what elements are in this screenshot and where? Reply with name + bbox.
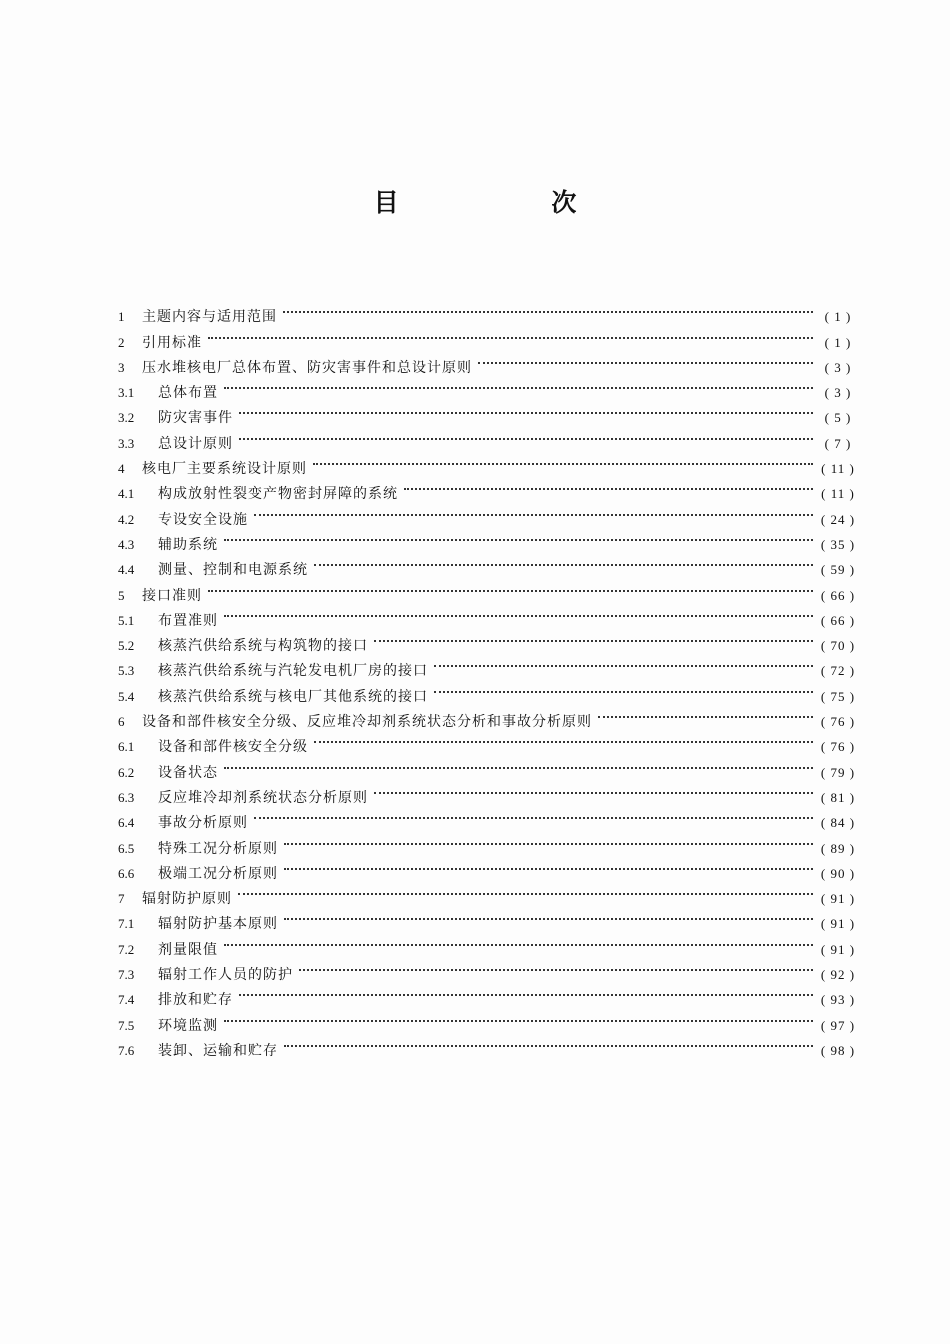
toc-entry <box>118 1004 860 1034</box>
toc-entry-number: 4.3 <box>118 536 135 552</box>
dot-leader <box>374 777 813 802</box>
toc-entry-title: 压水堆核电厂总体布置、防灾害事件和总设计原则 <box>142 359 472 376</box>
toc-entry-title: 设备状态 <box>158 764 218 781</box>
dot-leader <box>283 296 813 321</box>
dot-leader <box>284 827 813 852</box>
toc-entry-page: ( 35 ) <box>820 536 856 552</box>
toc-entry-page: ( 66 ) <box>820 587 856 603</box>
dot-leader <box>299 954 813 979</box>
toc-entry-number: 5 <box>118 587 125 603</box>
toc-entry-title: 辅助系统 <box>158 536 218 553</box>
toc-entry-number: 7.1 <box>118 916 135 932</box>
toc-entry-number: 3.1 <box>118 385 135 401</box>
toc-entry-page: ( 11 ) <box>821 461 855 477</box>
dot-leader <box>224 372 813 397</box>
toc-entry-title: 辐射防护基本原则 <box>158 916 278 933</box>
toc-entry-page: ( 7 ) <box>824 435 852 451</box>
toc-entry-page: ( 91 ) <box>820 941 856 957</box>
toc-entry-page: ( 59 ) <box>820 562 856 578</box>
toc-entry-number: 4.2 <box>118 511 135 527</box>
toc-entry-number: 5.1 <box>118 612 135 628</box>
toc-entry <box>118 549 860 579</box>
toc-entry <box>118 296 860 326</box>
dot-leader <box>239 397 813 422</box>
toc-entry-number: 4 <box>118 461 125 477</box>
toc-entry-page: ( 91 ) <box>820 916 856 932</box>
toc-entry-title: 总设计原则 <box>158 435 233 452</box>
toc-entry <box>118 928 860 958</box>
toc-entry-title: 设备和部件核安全分级、反应堆冷却剂系统状态分析和事故分析原则 <box>142 714 592 731</box>
toc-entry-title: 核蒸汽供给系统与汽轮发电机厂房的接口 <box>158 663 428 680</box>
page-title: 目 次 <box>373 188 649 217</box>
toc-entry <box>118 321 860 351</box>
dot-leader <box>374 625 813 650</box>
toc-entry-page: ( 3 ) <box>824 385 852 401</box>
toc-entry-number: 4.4 <box>118 562 135 578</box>
dot-leader <box>313 448 813 473</box>
toc-entry <box>118 372 860 402</box>
toc-entry-page: ( 72 ) <box>820 663 856 679</box>
toc-entry-page: ( 1 ) <box>824 309 852 325</box>
toc-entry-page: ( 75 ) <box>820 688 856 704</box>
table-of-contents <box>118 296 860 1059</box>
toc-entry-title: 主题内容与适用范围 <box>142 309 277 326</box>
toc-entry-number: 5.4 <box>118 688 135 704</box>
toc-entry-number: 6.5 <box>118 840 135 856</box>
toc-entry <box>118 574 860 604</box>
toc-entry-title: 特殊工况分析原则 <box>158 840 278 857</box>
toc-entry-page: ( 97 ) <box>820 1017 856 1033</box>
toc-entry-page: ( 89 ) <box>820 840 856 856</box>
dot-leader <box>224 751 813 776</box>
toc-entry <box>118 777 860 806</box>
dot-leader <box>478 347 813 372</box>
toc-entry-page: ( 5 ) <box>824 410 852 426</box>
dot-leader <box>208 321 813 346</box>
toc-entry-title: 布置准则 <box>158 612 218 629</box>
toc-entry-number: 6.3 <box>118 789 135 805</box>
toc-entry-title: 引用标准 <box>142 334 202 351</box>
dot-leader <box>314 549 813 574</box>
toc-entry-page: ( 76 ) <box>820 739 856 755</box>
dot-leader <box>239 422 813 447</box>
toc-entry-page: ( 70 ) <box>820 638 856 654</box>
toc-entry-title: 防灾害事件 <box>158 410 233 427</box>
toc-entry-page: ( 76 ) <box>820 714 856 730</box>
toc-entry-title: 反应堆冷却剂系统状态分析原则 <box>158 789 368 806</box>
toc-entry-title: 极端工况分析原则 <box>158 865 278 882</box>
dot-leader <box>254 802 813 827</box>
toc-entry-number: 2 <box>118 334 125 350</box>
toc-entry <box>118 625 860 655</box>
toc-entry-title: 辐射工作人员的防护 <box>158 967 293 984</box>
toc-entry-title: 剂量限值 <box>158 941 218 958</box>
toc-entry-page: ( 1 ) <box>824 334 852 350</box>
toc-entry-number: 5.3 <box>118 663 135 679</box>
toc-entry-page: ( 90 ) <box>820 865 856 881</box>
dot-leader <box>224 600 813 625</box>
toc-entry-number: 6.4 <box>118 815 135 831</box>
dot-leader <box>434 675 813 700</box>
dot-leader <box>208 574 813 599</box>
toc-entry-page: ( 81 ) <box>820 789 856 805</box>
toc-entry-number: 7.6 <box>118 1042 135 1058</box>
toc-entry-title: 排放和贮存 <box>158 992 233 1009</box>
toc-entry-title: 核电厂主要系统设计原则 <box>142 461 307 478</box>
toc-entry-page: ( 11 ) <box>821 486 855 502</box>
toc-entry-page: ( 91 ) <box>820 891 856 907</box>
dot-leader <box>284 1030 813 1055</box>
dot-leader <box>434 650 813 675</box>
toc-entry-page: ( 92 ) <box>820 967 856 983</box>
toc-entry-title: 环境监测 <box>158 1017 218 1034</box>
dot-leader <box>224 524 813 549</box>
dot-leader <box>314 726 813 751</box>
dot-leader <box>238 878 813 903</box>
dot-leader <box>284 903 813 928</box>
toc-entry-page: ( 24 ) <box>820 511 856 527</box>
toc-entry-number: 1 <box>118 309 125 325</box>
dot-leader <box>224 1004 813 1029</box>
toc-entry-title: 设备和部件核安全分级 <box>158 739 308 756</box>
toc-entry <box>118 751 860 781</box>
toc-entry-title: 事故分析原则 <box>158 815 248 832</box>
toc-entry <box>118 600 860 629</box>
toc-entry-number: 7 <box>118 891 125 907</box>
toc-entry-number: 6.2 <box>118 764 135 780</box>
toc-entry-number: 4.1 <box>118 486 135 502</box>
toc-entry-title: 专设安全设施 <box>158 511 248 528</box>
toc-entry <box>118 954 860 984</box>
toc-entry-title: 测量、控制和电源系统 <box>158 562 308 579</box>
toc-entry-title: 核蒸汽供给系统与构筑物的接口 <box>158 638 368 655</box>
toc-entry-page: ( 98 ) <box>820 1042 856 1058</box>
toc-entry-number: 7.4 <box>118 992 135 1008</box>
toc-entry <box>118 347 860 376</box>
toc-entry-number: 6.1 <box>118 739 135 755</box>
dot-leader <box>284 853 813 878</box>
toc-entry-number: 5.2 <box>118 638 135 654</box>
toc-entry-number: 3.2 <box>118 410 135 426</box>
toc-entry <box>118 524 860 553</box>
dot-leader <box>404 473 813 498</box>
toc-entry-number: 7.3 <box>118 967 135 983</box>
toc-entry-number: 6 <box>118 714 125 730</box>
toc-entry-title: 接口准则 <box>142 587 202 604</box>
toc-entry-page: ( 84 ) <box>820 815 856 831</box>
toc-entry-number: 7.2 <box>118 941 135 957</box>
toc-entry <box>118 1030 860 1059</box>
dot-leader <box>239 979 813 1004</box>
dot-leader <box>598 701 813 726</box>
dot-leader <box>224 928 813 953</box>
toc-entry-page: ( 93 ) <box>820 992 856 1008</box>
toc-entry-page: ( 79 ) <box>820 764 856 780</box>
toc-entry-number: 7.5 <box>118 1017 135 1033</box>
toc-entry-page: ( 3 ) <box>824 359 852 375</box>
toc-entry-title: 构成放射性裂变产物密封屏障的系统 <box>158 486 398 503</box>
toc-entry-number: 3 <box>118 359 125 375</box>
toc-entry-title: 装卸、运输和贮存 <box>158 1042 278 1059</box>
toc-entry-number: 3.3 <box>118 435 135 451</box>
toc-entry-title: 核蒸汽供给系统与核电厂其他系统的接口 <box>158 688 428 705</box>
toc-entry-page: ( 66 ) <box>820 612 856 628</box>
toc-entry <box>118 397 860 427</box>
toc-entry-title: 总体布置 <box>158 385 218 402</box>
toc-entry-title: 辐射防护原则 <box>142 891 232 908</box>
toc-entry-number: 6.6 <box>118 865 135 881</box>
dot-leader <box>254 498 813 523</box>
